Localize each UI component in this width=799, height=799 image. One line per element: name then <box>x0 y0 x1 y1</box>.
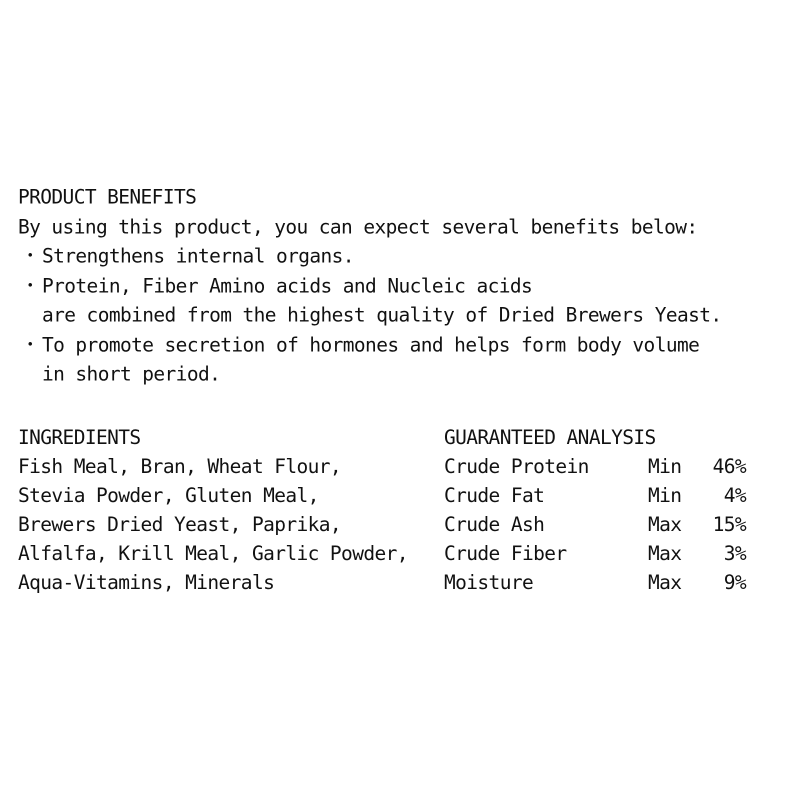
benefits-heading: PRODUCT BENEFITS <box>18 185 197 209</box>
nutrient-value: 3% <box>723 541 746 565</box>
bullet-icon: ・ <box>20 332 40 357</box>
ingredients-analysis-table <box>18 423 746 597</box>
table-row <box>18 452 746 481</box>
table-row <box>18 568 746 597</box>
ingredient-line: Brewers Dried Yeast, Paprika, <box>18 512 342 536</box>
nutrient-name: Moisture <box>444 570 534 594</box>
benefit-text: Protein, Fiber Amino acids and Nucleic acids <box>42 273 533 298</box>
nutrient-name: Crude Ash <box>444 512 545 536</box>
table-row <box>18 481 746 510</box>
ingredient-line: Alfalfa, Krill Meal, Garlic Powder, <box>18 541 408 565</box>
nutrient-value: 15% <box>712 512 746 536</box>
bullet-icon: ・ <box>20 273 40 298</box>
nutrient-value: 4% <box>723 483 746 507</box>
benefit-text-continued: in short period. <box>42 362 221 386</box>
nutrient-name: Crude Fat <box>444 483 545 507</box>
benefit-text: Strengthens internal organs. <box>42 244 354 268</box>
bullet-icon: ・ <box>20 244 40 268</box>
benefit-text: To promote secretion of hormones and helps form body volume <box>42 332 700 357</box>
analysis-heading: GUARANTEED ANALYSIS <box>444 425 656 449</box>
nutrient-name: Crude Fiber <box>444 541 567 565</box>
nutrient-limit: Min <box>648 454 682 478</box>
nutrient-limit: Max <box>648 541 682 565</box>
table-row <box>18 539 746 568</box>
ingredient-line: Stevia Powder, Gluten Meal, <box>18 483 319 507</box>
nutrient-limit: Max <box>648 570 682 594</box>
ingredient-line: Fish Meal, Bran, Wheat Flour, <box>18 454 342 478</box>
nutrient-limit: Min <box>648 483 682 507</box>
product-label-document <box>18 182 788 597</box>
ingredient-line: Aqua-Vitamins, Minerals <box>18 570 275 594</box>
table-row <box>18 510 746 539</box>
section-spacer <box>18 389 788 423</box>
nutrient-value: 46% <box>712 454 746 478</box>
nutrient-name: Crude Protein <box>444 454 589 478</box>
ingredients-heading: INGREDIENTS <box>18 425 141 449</box>
benefits-intro: By using this product, you can expect several benefits below: <box>18 214 698 239</box>
nutrient-value: 9% <box>723 570 746 594</box>
benefit-item <box>18 271 788 301</box>
table-header-row <box>18 423 746 452</box>
benefit-text-continued: are combined from the highest quality of Dried Brewers Yeast. <box>42 303 722 327</box>
benefit-item <box>18 241 788 271</box>
benefit-item <box>18 330 788 360</box>
nutrient-limit: Max <box>648 512 682 536</box>
benefits-list <box>18 241 788 389</box>
